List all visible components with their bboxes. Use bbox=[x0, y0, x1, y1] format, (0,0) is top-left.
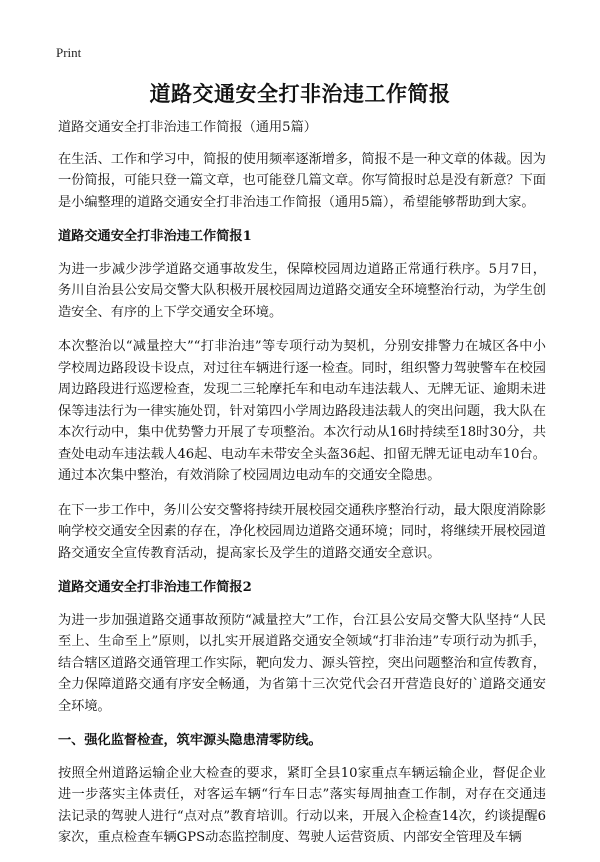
section-2-heading: 道路交通安全打非治违工作简报2 bbox=[58, 580, 252, 595]
document-subtitle: 道路交通安全打非治违工作简报（通用5篇） bbox=[58, 120, 317, 135]
section-2-paragraph-2: 按照全州道路运输企业大检查的要求，紧盯全县10家重点车辆运输企业，督促企业进一步落实主体责任，对客运车辆“行车日志”落实每周抽查工作制，对存在交通违法记录的驾驶人进行“点对点”教育培训。行动以来，开展入企检查14次，约谈提醒6家次，重点检查车辆GPS动态监控制度、驾驶人运营资质、内部安全管理及车辆 bbox=[58, 765, 546, 845]
section-2-paragraph-1: 为进一步加强道路交通事故预防“减量控大”工作，台江县公安局交警大队坚持“人民至上、生命至上”原则，以扎实开展道路交通安全领域“打非治违”专项行动为抓手，结合辖区道路交通管理工作实际，靶向发力、源头管控，突出问题整治和宣传教育，全力保障道路交通有序安全畅通，为省第十三次党代会召开营造良好的`道路交通安全环境。 bbox=[58, 612, 546, 714]
print-link[interactable]: Print bbox=[56, 45, 82, 60]
section-1-paragraph-2: 本次整治以“减量控大”“打非治违”等专项行动为契机，分别安排警力在城区各中小学校周边路段设卡设点，对过往车辆进行逐一检查。同时，组织警力驾驶警车在校园周边路段进行巡逻检查，发现二三轮摩托车和电动车违法载人、无牌无证、逾期未进保等违法行为一律实施处罚，针对第四小学周边路段违法载人的突出问题，我大队在本次行动中，集中优势警力开展了专项整治。本次行动从16时持续至18时30分，共查处电动车违法载人46起、电动车未带安全头盔36起、扣留无牌无证电动车10台。通过本次集中整治，有效消除了校园周边电动车的交通安全隐患。 bbox=[58, 339, 546, 483]
section-1-heading: 道路交通安全打非治违工作简报1 bbox=[58, 229, 252, 244]
section-1-paragraph-3: 在下一步工作中，务川公安交警将持续开展校园交通秩序整治行动，最大限度消除影响学校交通安全因素的存在，净化校园周边道路交通环境；同时，将继续开展校园道路交通安全宣传教育活动，提高家长及学生的道路交通安全意识。 bbox=[58, 502, 546, 561]
section-2-subheading: 一、强化监督检查，筑牢源头隐患清零防线。 bbox=[58, 733, 322, 748]
intro-paragraph: 在生活、工作和学习中，简报的使用频率逐渐增多，简报不是一种文章的体裁。因为一份简报，可能只登一篇文章，也可能登几篇文章。你写简报时总是没有新意？下面是小编整理的道路交通安全打非治违工作简报（通用5篇），希望能够帮助到大家。 bbox=[58, 151, 546, 210]
section-1-paragraph-1: 为进一步减少涉学道路交通事故发生，保障校园周边道路正常通行秩序。5月7日，务川自治县公安局交警大队积极开展校园周边道路交通安全环境整治行动，为学生创造安全、有序的上下学交通安全环境。 bbox=[58, 261, 546, 320]
page-title: 道路交通安全打非治违工作简报 bbox=[149, 81, 451, 106]
document-body bbox=[58, 117, 546, 862]
